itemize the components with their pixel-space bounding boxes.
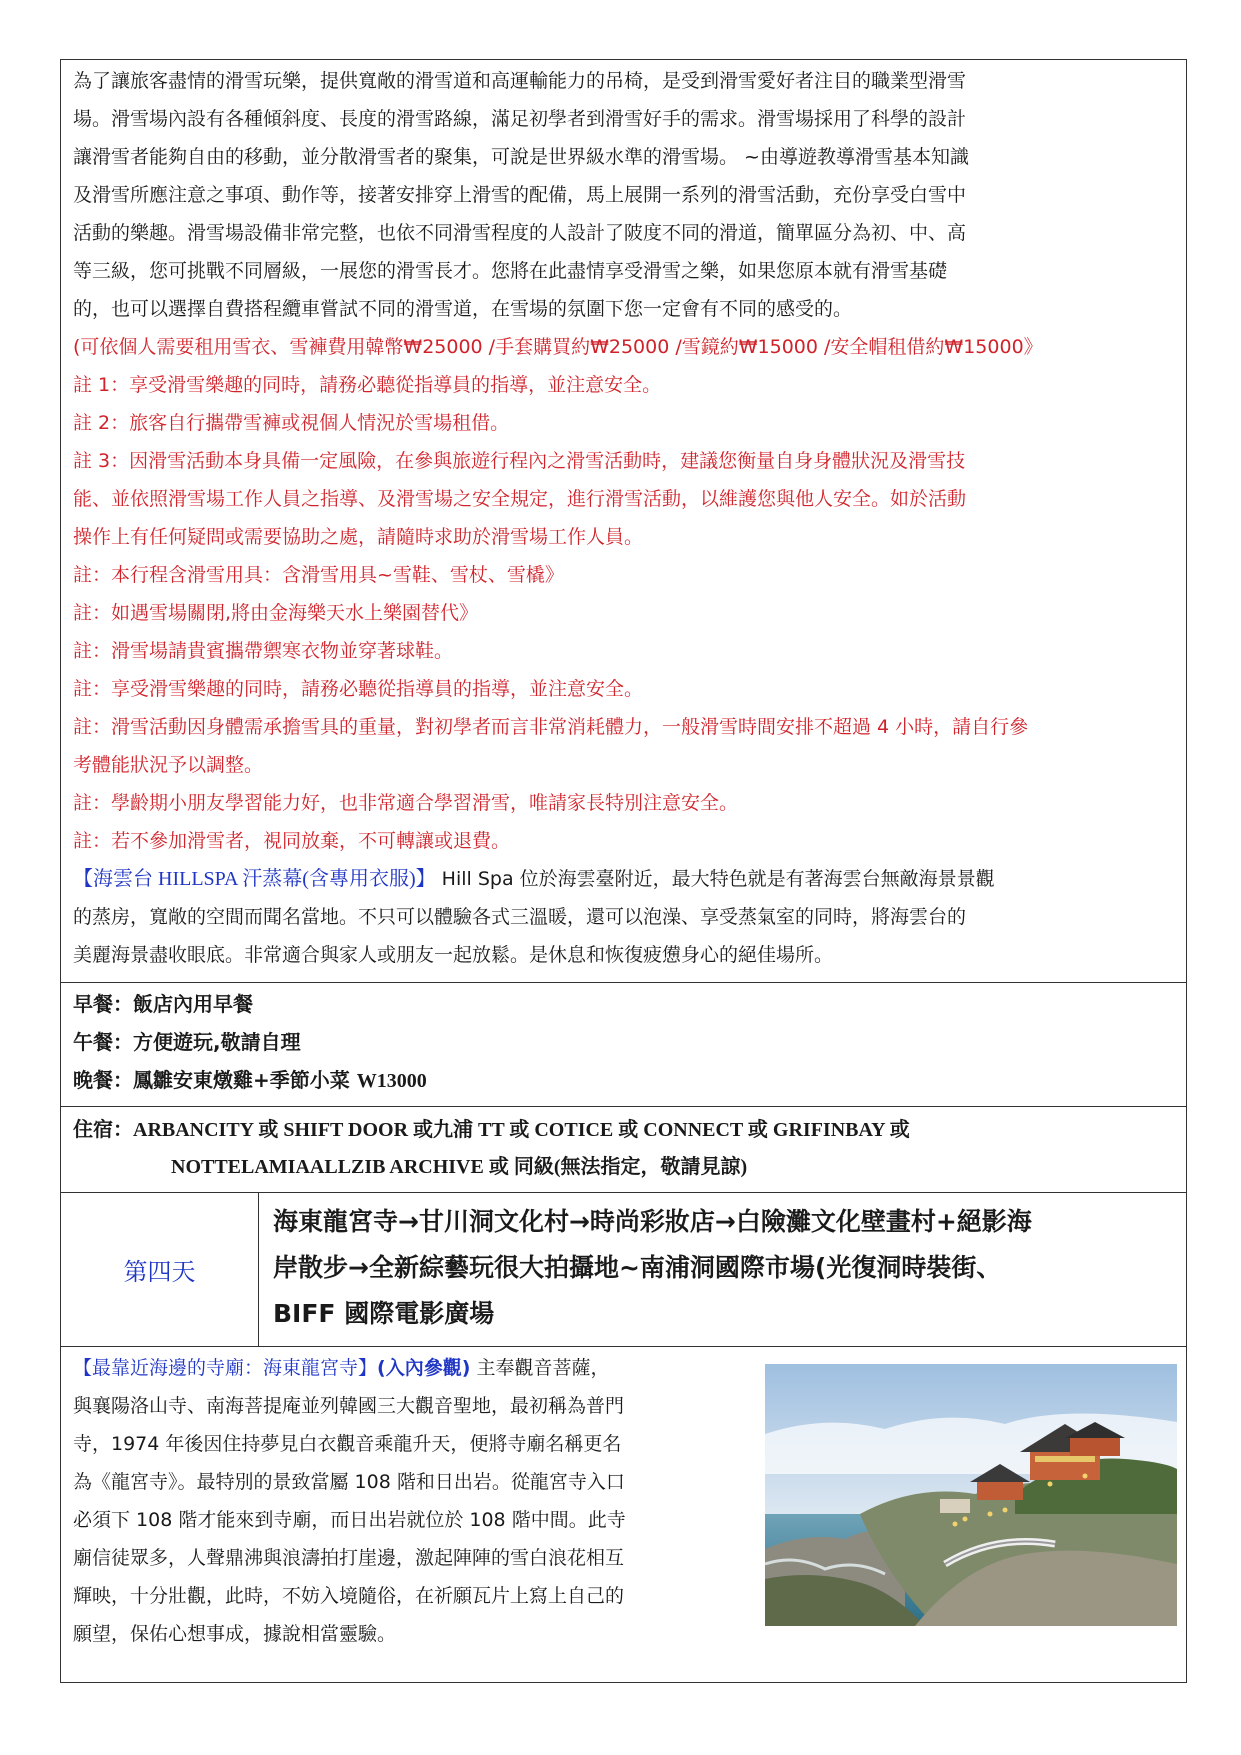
hotel-line-1 xyxy=(73,1110,910,1149)
ski-desc-line: 的，也可以選擇自費搭程纜車嘗試不同的滑雪道，在雪場的氛圍下您一定會有不同的感受的。 xyxy=(73,298,853,320)
dinner-price: W13000 xyxy=(356,1070,427,1092)
breakfast: 早餐：飯店內用早餐 xyxy=(73,992,253,1016)
ski-note: 考體能狀況予以調整。 xyxy=(73,754,264,776)
temple-line xyxy=(73,1349,609,1387)
day4-header-row xyxy=(61,1192,1186,1346)
spa-line: 的蒸房，寬敞的空間而聞名當地。不只可以體驗各式三溫暖，還可以泡澡、享受蒸氣室的同時，將海雲台的 xyxy=(73,906,967,928)
temple-line: 必須下 108 階才能來到寺廟，而日出岩就位於 108 階中間。此寺 xyxy=(73,1509,626,1531)
ski-note: 註：若不參加滑雪者，視同放棄，不可轉讓或退費。 xyxy=(73,830,511,852)
ski-note: 註：學齡期小朋友學習能力好，也非常適合學習滑雪，唯請家長特別注意安全。 xyxy=(73,792,739,814)
ski-desc-line: 活動的樂趣。滑雪場設備非常完整，也依不同滑雪程度的人設計了陂度不同的滑道，簡單區分為初、中、高 xyxy=(73,222,967,244)
spa-intro: Hill Spa 位於海雲臺附近，最大特色就是有著海雲台無敵海景景觀 xyxy=(441,868,995,890)
hotel-section xyxy=(61,1106,1186,1192)
day4-route-line: BIFF 國際電影廣場 xyxy=(273,1299,495,1328)
ski-note: 操作上有任何疑問或需要協助之處，請隨時求助於滑雪場工作人員。 xyxy=(73,526,644,548)
ski-desc-line: 為了讓旅客盡情的滑雪玩樂，提供寬敞的滑雪道和高運輸能力的吊椅，是受到滑雪愛好者注目的職業型滑雪 xyxy=(73,70,967,92)
itinerary-table xyxy=(60,59,1187,1683)
hotel-line-2: NOTTELAMIAALLZIB ARCHIVE 或 同級(無法指定，敬請見諒) xyxy=(171,1156,748,1178)
ski-note: 註：滑雪場請貴賓攜帶禦寒衣物並穿著球鞋。 xyxy=(73,640,454,662)
ski-note: 註：滑雪活動因身體需承擔雪具的重量，對初學者而言非常消耗體力，一般滑雪時間安排不超過 4 小時，請自行參 xyxy=(73,716,1029,738)
temple-line: 為《龍宮寺》。最特別的景致當屬 108 階和日出岩。從龍宮寺入口 xyxy=(73,1471,625,1493)
temple-line: 與襄陽洛山寺、南海菩提庵並列韓國三大觀音聖地，最初稱為普門 xyxy=(73,1395,625,1417)
temple-line: 廟信徒眾多，人聲鼎沸與浪濤拍打崖邊，激起陣陣的雪白浪花相互 xyxy=(73,1547,625,1569)
day4-route-line: 海東龍宮寺→甘川洞文化村→時尚彩妝店→白險灘文化壁畫村+絕影海 xyxy=(273,1207,1032,1236)
ski-desc-line: 及滑雪所應注意之事項、動作等，接著安排穿上滑雪的配備，馬上展開一系列的滑雪活動，充份享受白雪中 xyxy=(73,184,967,206)
column-divider xyxy=(258,1193,259,1346)
ski-note: 註 1：享受滑雪樂趣的同時，請務必聽從指導員的指導，並注意安全。 xyxy=(73,374,662,396)
ski-desc-line: 等三級，您可挑戰不同層級，一展您的滑雪長才。您將在此盡情享受滑雪之樂，如果您原本就有滑雪基礎 xyxy=(73,260,948,282)
ski-note: 能、並依照滑雪場工作人員之指導、及滑雪場之安全規定，進行滑雪活動，以維護您與他人安全。如於活動 xyxy=(73,488,967,510)
day4-route-line: 岸散步→全新綜藝玩很大拍攝地~南浦洞國際市場(光復洞時裝街、 xyxy=(273,1253,1002,1282)
temple-line: 願望，保佑心想事成，據說相當靈驗。 xyxy=(73,1623,397,1645)
spa-title: 【海雲台 HILLSPA 汗蒸幕(含專用衣服)】 xyxy=(73,868,436,890)
temple-line: 輝映，十分壯觀，此時，不妨入境隨俗，在祈願瓦片上寫上自己的 xyxy=(73,1585,625,1607)
spa-line xyxy=(73,860,995,898)
day-label: 第四天 xyxy=(123,1258,196,1286)
spa-line: 美麗海景盡收眼底。非常適合與家人或朋友一起放鬆。是休息和恢復疲憊身心的絕佳場所。 xyxy=(73,944,834,966)
hotel-options: ARBANCITY 或 SHIFT DOOR 或九浦 TT 或 COTICE 或 CONNECT 或 GRIFINBAY 或 xyxy=(133,1119,910,1141)
meals-section xyxy=(61,982,1186,1106)
ski-note: 註：享受滑雪樂趣的同時，請務必聽從指導員的指導，並注意安全。 xyxy=(73,678,644,700)
ski-rental-price-note: (可依個人需要租用雪衣、雪褲費用韓幣₩25000 /手套購買約₩25000 /雪鏡約₩15000 /安全帽租借約₩15000》 xyxy=(73,336,1043,358)
temple-visit-tag: (入內參觀) xyxy=(377,1357,471,1379)
ski-note: 註：如遇雪場關閉,將由金海樂天水上樂園替代》 xyxy=(73,602,479,624)
dinner xyxy=(73,1061,427,1100)
ski-and-spa-section xyxy=(61,60,1186,982)
temple-photo xyxy=(765,1364,1177,1626)
ski-desc-line: 場。滑雪場內設有各種傾斜度、長度的滑雪路線，滿足初學者到滑雪好手的需求。滑雪場採用了科學的設計 xyxy=(73,108,967,130)
temple-intro: 主奉觀音菩薩， xyxy=(476,1357,610,1379)
ski-desc-line: 讓滑雪者能夠自由的移動，並分散滑雪者的聚集，可說是世界級水準的滑雪場。 ~由導遊教導滑雪基本知識 xyxy=(73,146,969,168)
hotel-label: 住宿： xyxy=(73,1117,133,1141)
dinner-label: 晚餐：鳳雛安東燉雞+季節小菜 xyxy=(73,1068,357,1092)
temple-line: 寺，1974 年後因住持夢見白衣觀音乘龍升天，便將寺廟名稱更名 xyxy=(73,1433,622,1455)
ski-note: 註 3：因滑雪活動本身具備一定風險，在參與旅遊行程內之滑雪活動時，建議您衡量自身身體狀況及滑雪技 xyxy=(73,450,966,472)
ski-note: 註 2：旅客自行攜帶雪褲或視個人情況於雪場租借。 xyxy=(73,412,510,434)
temple-title: 【最靠近海邊的寺廟：海東龍宮寺】 xyxy=(73,1357,378,1379)
ski-note: 註：本行程含滑雪用具：含滑雪用具~雪鞋、雪杖、雪橇》 xyxy=(73,564,564,586)
lunch: 午餐：方便遊玩,敬請自理 xyxy=(73,1030,301,1054)
temple-section xyxy=(61,1346,1186,1682)
